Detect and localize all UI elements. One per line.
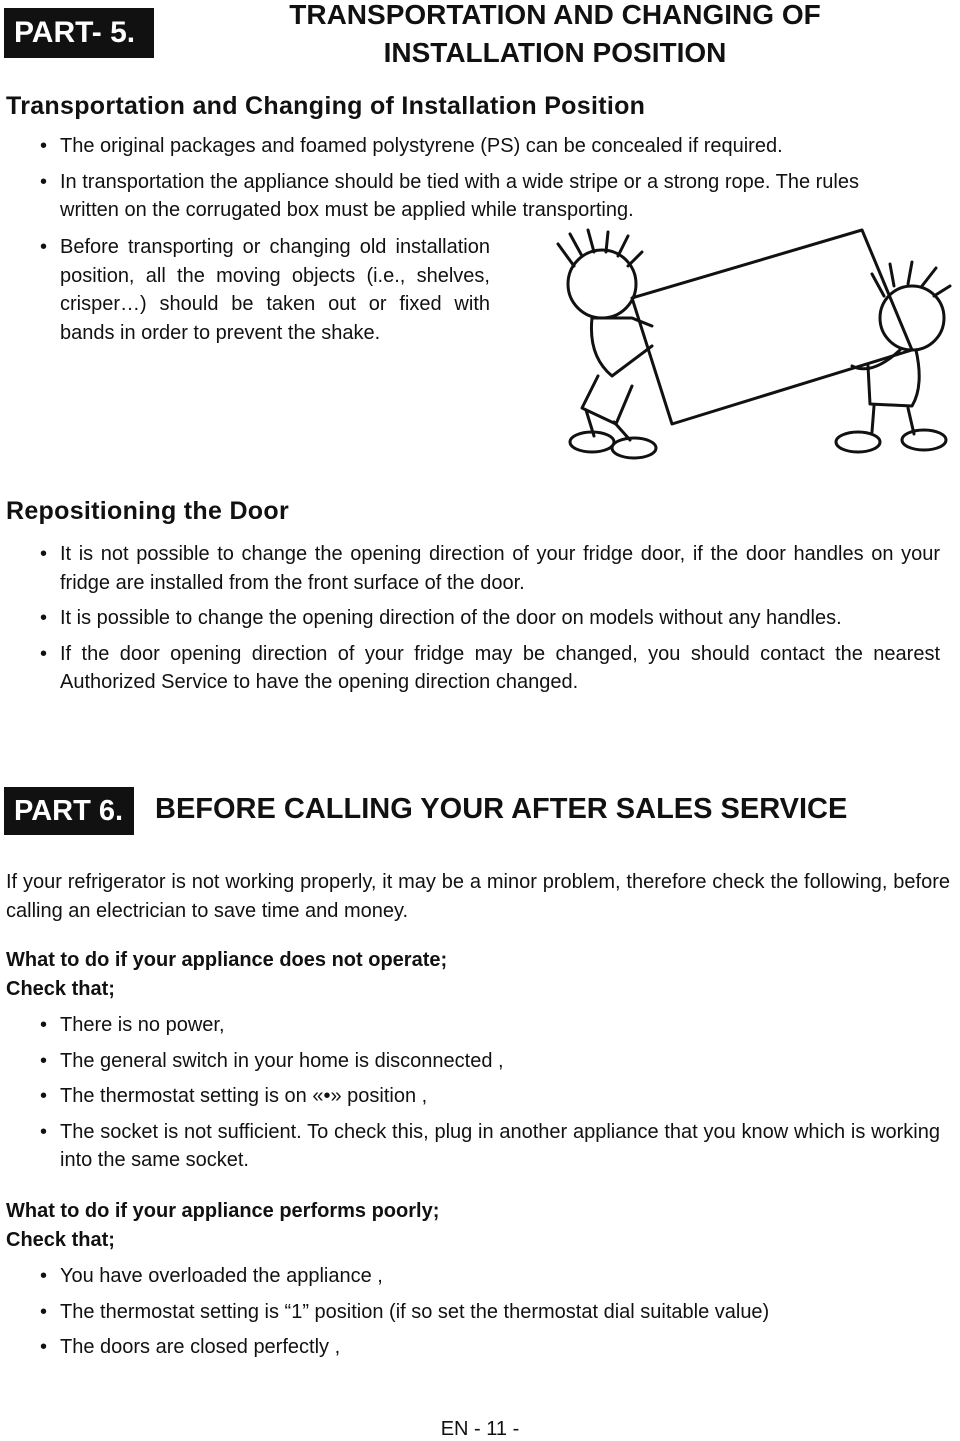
part-5-title <box>250 0 860 72</box>
part-5-badge: PART- 5. <box>4 8 154 58</box>
part-5-title-line-1: TRANSPORTATION AND CHANGING OF <box>289 0 821 30</box>
poorly-check-label: Check that; <box>6 1229 115 1251</box>
list-item: • Before transporting or changing old installation position, all the moving objects (i.e., shelves, crisper…) should be taken out or fixed with bands in order to prevent the shake. <box>40 233 490 347</box>
door-heading: Repositioning the Door <box>6 497 289 525</box>
list-item: • In transportation the appliance should be tied with a wide stripe or a strong rope. The rules written on the corrugated box must be applied while transporting. <box>40 168 920 225</box>
no-operate-heading: What to do if your appliance does not operate; <box>6 949 448 971</box>
page-number: EN - 11 - <box>440 1418 520 1440</box>
list-item: • The doors are closed perfectly , <box>40 1333 950 1362</box>
list-item: • It is not possible to change the opening direction of your fridge door, if the door handles on your fridge are installed from the front surface of the door. <box>40 540 940 597</box>
list-item: • If the door opening direction of your fridge may be changed, you should contact the nearest Authorized Service to have the opening direction changed. <box>40 640 940 697</box>
list-item: • You have overloaded the appliance , <box>40 1262 950 1291</box>
transport-list-narrow <box>40 233 490 354</box>
poorly-heading: What to do if your appliance performs poorly; <box>6 1200 440 1222</box>
part-5-title-line-2: INSTALLATION POSITION <box>383 37 727 68</box>
no-operate-check-label: Check that; <box>6 978 115 1000</box>
part-6-title: BEFORE CALLING YOUR AFTER SALES SERVICE <box>155 793 848 825</box>
list-item: • The socket is not sufficient. To check this, plug in another appliance that you know which is working into the same socket. <box>40 1118 940 1175</box>
list-item: • There is no power, <box>40 1011 940 1040</box>
transport-heading: Transportation and Changing of Installation Position <box>6 92 646 120</box>
list-item: • The thermostat setting is on «•» position , <box>40 1082 940 1111</box>
door-list <box>40 540 940 704</box>
transport-list <box>40 132 920 232</box>
poorly-list <box>40 1262 950 1369</box>
list-item: • It is possible to change the opening direction of the door on models without any handles. <box>40 604 940 633</box>
list-item: • The general switch in your home is disconnected , <box>40 1047 940 1076</box>
list-item: • The original packages and foamed polystyrene (PS) can be concealed if required. <box>40 132 920 161</box>
part-6-badge: PART 6. <box>4 787 134 835</box>
part-6-intro: If your refrigerator is not working properly, it may be a minor problem, therefore check the following, before calling an electrician to save time and money. <box>6 871 950 922</box>
two-people-carrying-fridge-illustration <box>552 226 960 462</box>
no-operate-list <box>40 1011 940 1182</box>
list-item: • The thermostat setting is “1” position (if so set the thermostat dial suitable value) <box>40 1298 950 1327</box>
